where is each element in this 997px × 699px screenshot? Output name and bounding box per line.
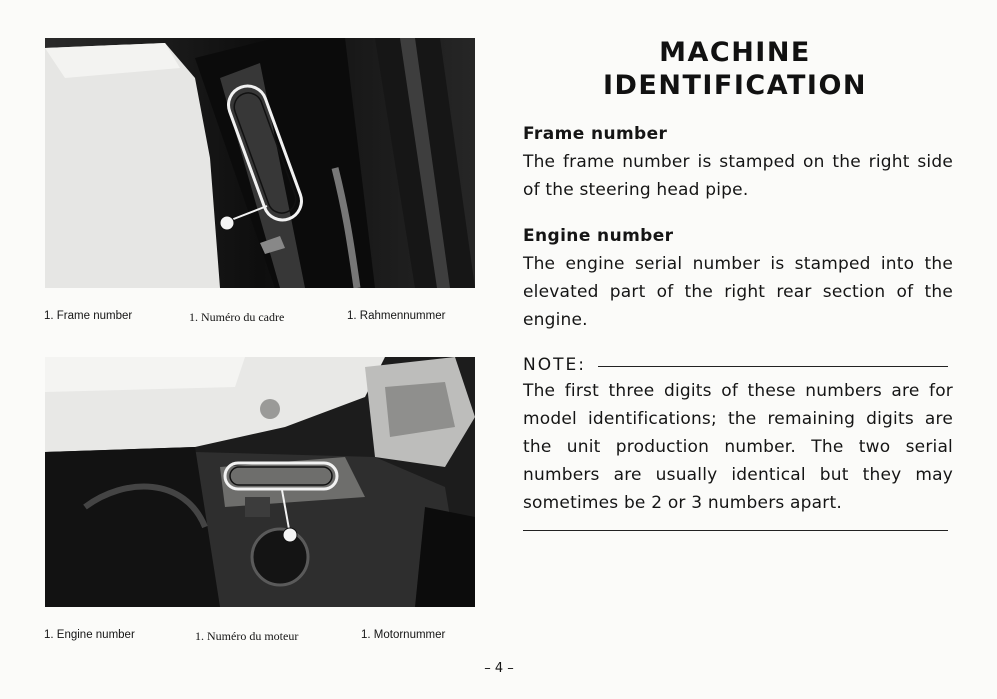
frame-number-photo [45,38,475,288]
caption-english: 1. Engine number [44,629,135,641]
note-label: NOTE: [523,355,586,375]
engine-number-caption [44,629,478,645]
engine-number-photo [45,357,475,607]
page-number: – 4 – [484,661,514,676]
caption-english: 1. Frame number [44,310,133,322]
engine-number-heading: Engine number [523,226,674,246]
caption-french: 1. Numéro du moteur [195,629,299,643]
note-divider [598,366,948,367]
caption-french: 1. Numéro du cadre [189,310,285,324]
note-text: The first three digits of these numbers are for model identifications; the remaining digits are the unit production number. The two serial numbers are usually identical but they may sometimes be 2 or 3 numbers apart. [523,381,953,513]
caption-german: 1. Motornummer [361,629,446,641]
frame-number-heading: Frame number [523,124,668,144]
title-line-2: IDENTIFICATION [602,70,868,101]
title-line-1: MACHINE [659,37,811,68]
frame-number-caption [44,310,478,326]
caption-german: 1. Rahmennummer [347,310,446,322]
frame-number-text: The frame number is stamped on the right side of the steering head pipe. [523,152,953,200]
page-title [560,36,910,102]
engine-number-text: The engine serial number is stamped into the elevated part of the right rear section of the engine. [523,254,953,330]
note-end-divider [523,530,948,531]
